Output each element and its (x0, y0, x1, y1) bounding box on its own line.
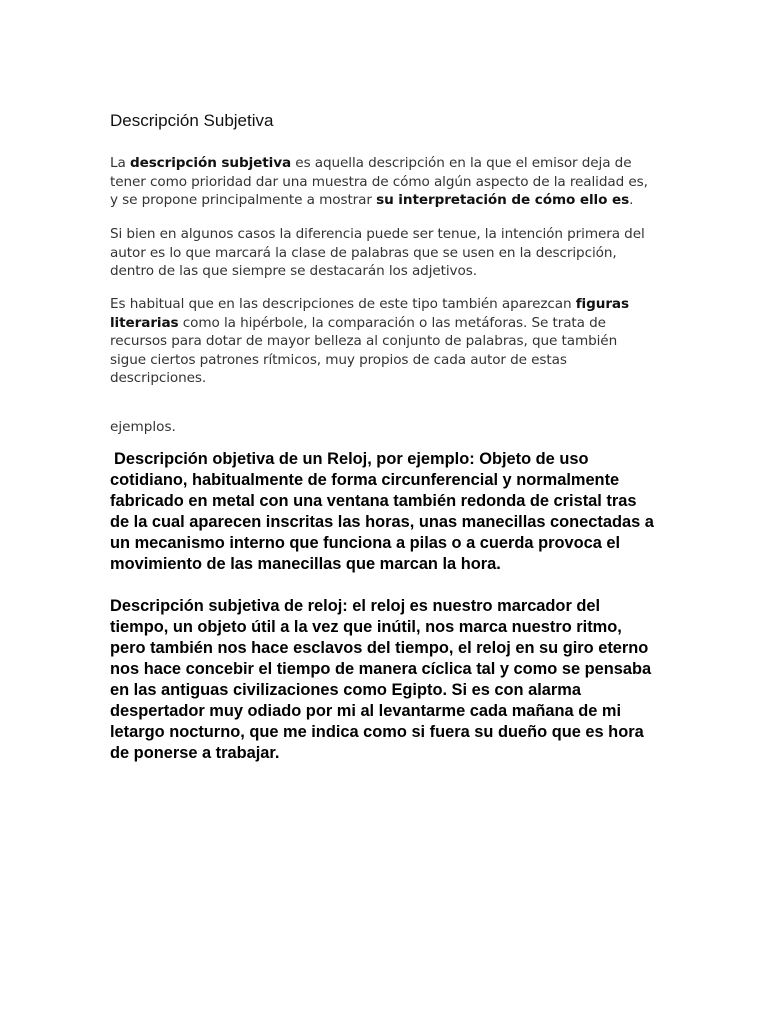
bold-term: descripción subjetiva (129, 155, 292, 171)
examples-label: ejemplos. (110, 419, 176, 435)
text-segment: Si bien en algunos casos la diferencia puede ser tenue, la intención primera del autor es lo que marcará la clase de palabras que se usen en la descripción, dentro de las que siempre se destacarán los adjetivos. (110, 226, 645, 279)
text-segment: es aquella descripción en la que el emisor deja de tener como prioridad dar una muestra de cómo algún aspecto de la realidad es, y se propone principalmente a mostrar (110, 155, 648, 208)
text-segment: . (629, 192, 634, 208)
text-segment: como la hipérbole, la comparación o las metáforas. Se trata de recursos para dotar de mayor belleza al conjunto de palabras, que también sigue ciertos patrones rítmicos, muy propios de cada autor de estas descripciones. (110, 314, 618, 386)
text-segment: La (110, 155, 130, 171)
text-segment: Es habitual que en las descripciones de este tipo también aparezcan (110, 296, 576, 312)
example-objective: Descripción objetiva de un Reloj, por ejemplo: Objeto de uso cotidiano, habitualmente de forma circunferencial y normalmente fabricado en metal con una ventana también redonda de cristal tras de la cual aparecen inscritas las horas, unas manecillas conectadas a un mecanismo interno que funciona a pilas o a cuerda provoca el movimiento de las manecillas que marcan la hora. (110, 450, 654, 573)
paragraph-intention (110, 225, 656, 281)
bold-term: su interpretación de cómo ello es (376, 192, 630, 208)
example-subjective: Descripción subjetiva de reloj: el reloj es nuestro marcador del tiempo, un objeto útil a la vez que inútil, nos marca nuestro ritmo, pero también nos hace esclavos del tiempo, el reloj en su giro eterno nos hace concebir el tiempo de manera cíclica tal y como se pensaba en las antiguas civilizaciones como Egipto. Si es con alarma despertador muy odiado por mi al levantarme cada mañana de mi letargo nocturno, que me indica como si fuera su dueño que es hora de ponerse a trabajar. (110, 597, 652, 762)
bold-term: figuras literarias (110, 296, 629, 331)
paragraph-figures (110, 295, 656, 388)
paragraph-definition (110, 154, 656, 210)
document-title: Descripción Subjetiva (110, 111, 274, 130)
